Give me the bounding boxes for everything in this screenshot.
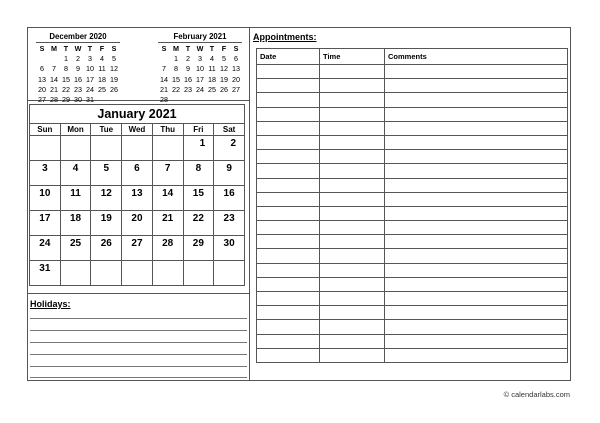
day-cell[interactable]: 13 [122,186,153,211]
table-row [257,334,568,348]
day-cell: 10 [86,64,94,74]
day-cell: 9 [186,64,190,74]
day-cell: 16 [74,74,82,84]
appointment-cell[interactable] [320,192,385,206]
day-cell[interactable]: 14 [152,186,183,211]
column-header: Date [257,49,320,65]
day-cell: 25 [208,84,216,94]
day-cell: 18 [98,74,106,84]
day-cell[interactable]: 9 [214,161,245,186]
weekday-header: Tue [91,124,122,136]
day-cell: 13 [232,64,240,74]
day-cell: 6 [234,54,238,64]
appointment-cell[interactable] [320,292,385,306]
day-cell: 1 [64,54,68,64]
day-cell: 28 [50,95,58,105]
appointment-cell[interactable] [257,320,320,334]
day-cell[interactable] [91,136,122,161]
table-row [257,221,568,235]
appointment-cell[interactable] [320,135,385,149]
appointment-cell[interactable] [385,192,568,206]
day-cell [48,54,60,64]
table-row [257,107,568,121]
main-calendar [29,104,245,286]
day-cell[interactable]: 3 [30,161,61,186]
day-cell: 2 [76,54,80,64]
day-cell[interactable]: 18 [60,211,91,236]
table-row [257,93,568,107]
appointment-cell[interactable] [320,178,385,192]
day-cell[interactable]: 28 [152,236,183,261]
weekday-header: S [161,44,167,54]
day-cell: 4 [210,54,214,64]
day-cell: 2 [186,54,190,64]
table-row [257,65,568,79]
appointment-cell[interactable] [257,150,320,164]
appointment-cell[interactable] [385,79,568,93]
appointment-cell[interactable] [320,65,385,79]
weekday-header: Mon [60,124,91,136]
appointment-cell[interactable] [320,263,385,277]
day-cell[interactable]: 12 [91,186,122,211]
appointment-cell[interactable] [257,107,320,121]
weekday-header: T [63,44,69,54]
day-cell [36,54,48,64]
mini-calendar-title: February 2021 [158,32,242,43]
day-cell: 25 [98,84,106,94]
day-cell: 12 [220,64,228,74]
day-cell: 16 [184,74,192,84]
day-cell: 4 [100,54,104,64]
weekday-header: M [51,44,57,54]
weekday-header: T [185,44,191,54]
appointments-title: Appointments: [253,32,317,42]
appointment-cell[interactable] [385,249,568,263]
day-cell: 20 [232,74,240,84]
day-cell[interactable] [152,261,183,286]
day-cell[interactable]: 7 [152,161,183,186]
weekday-header: Wed [122,124,153,136]
writing-line[interactable] [30,377,247,378]
appointment-cell[interactable] [320,334,385,348]
day-cell: 15 [172,74,180,84]
day-cell[interactable] [60,136,91,161]
day-cell[interactable]: 22 [183,211,214,236]
day-cell: 29 [62,95,70,105]
table-row [257,206,568,220]
appointment-cell[interactable] [385,121,568,135]
day-cell: 3 [198,54,202,64]
appointment-cell[interactable] [385,263,568,277]
day-cell: 5 [222,54,226,64]
day-cell: 22 [172,84,180,94]
day-cell: 15 [62,74,70,84]
table-row [257,121,568,135]
table-row [257,79,568,93]
appointment-cell[interactable] [257,93,320,107]
appointment-cell[interactable] [385,65,568,79]
day-cell: 27 [38,95,46,105]
day-cell: 24 [196,84,204,94]
weekday-header: Thu [152,124,183,136]
table-row [257,348,568,362]
writing-line[interactable] [30,366,247,367]
appointment-cell[interactable] [257,263,320,277]
day-cell: 30 [74,95,82,105]
appointment-cell[interactable] [320,277,385,291]
day-cell: 14 [50,74,58,84]
appointment-cell[interactable] [385,334,568,348]
appointment-cell[interactable] [257,221,320,235]
day-cell: 3 [88,54,92,64]
appointment-cell[interactable] [257,292,320,306]
day-cell: 27 [232,84,240,94]
appointment-cell[interactable] [385,235,568,249]
appointment-cell[interactable] [320,79,385,93]
appointment-cell[interactable] [320,107,385,121]
day-cell[interactable] [30,136,61,161]
day-cell[interactable]: 10 [30,186,61,211]
appointment-cell[interactable] [257,164,320,178]
day-cell[interactable] [60,261,91,286]
appointment-cell[interactable] [320,206,385,220]
weekday-header: S [39,44,45,54]
day-cell: 22 [62,84,70,94]
day-cell: 18 [208,74,216,84]
day-cell[interactable]: 27 [122,236,153,261]
mini-calendars [28,28,249,105]
holidays-title: Holidays: [30,299,71,309]
day-cell[interactable]: 19 [91,211,122,236]
left-panel [28,28,250,380]
appointment-cell[interactable] [385,164,568,178]
day-cell: 5 [112,54,116,64]
day-cell[interactable] [91,261,122,286]
day-cell[interactable]: 29 [183,236,214,261]
holidays-section [28,293,249,381]
day-cell[interactable]: 31 [30,261,61,286]
weekday-header: W [74,44,82,54]
appointment-cell[interactable] [257,206,320,220]
column-header: Comments [385,49,568,65]
day-cell: 24 [86,84,94,94]
appointment-cell[interactable] [385,348,568,362]
day-cell: 19 [110,74,118,84]
table-row [257,150,568,164]
day-cell: 23 [184,84,192,94]
day-cell[interactable] [152,136,183,161]
table-row [257,263,568,277]
day-cell: 14 [160,74,168,84]
appointment-cell[interactable] [385,135,568,149]
weekday-header: M [173,44,179,54]
day-cell: 11 [208,64,216,74]
appointment-cell[interactable] [320,221,385,235]
weekday-header: S [111,44,117,54]
appointment-cell[interactable] [385,221,568,235]
appointment-cell[interactable] [320,150,385,164]
appointment-cell[interactable] [257,348,320,362]
writing-line[interactable] [30,342,247,343]
appointment-cell[interactable] [320,306,385,320]
table-row [257,277,568,291]
day-cell[interactable] [183,261,214,286]
weekday-header: Sat [214,124,245,136]
day-cell: 17 [196,74,204,84]
appointment-cell[interactable] [385,277,568,291]
appointment-cell[interactable] [257,178,320,192]
credit-text[interactable]: © calendarlabs.com [503,390,570,399]
weekday-header: Sun [30,124,61,136]
appointment-cell[interactable] [257,277,320,291]
day-cell: 12 [110,64,118,74]
day-cell[interactable]: 4 [60,161,91,186]
day-cell: 21 [160,84,168,94]
writing-line[interactable] [30,354,247,355]
appointment-cell[interactable] [385,107,568,121]
table-row [257,249,568,263]
day-cell[interactable]: 25 [60,236,91,261]
appointment-cell[interactable] [320,93,385,107]
weekday-header: F [99,44,105,54]
month-grid [29,123,245,286]
mini-calendar-prev [36,32,120,105]
table-row [257,178,568,192]
day-cell[interactable]: 17 [30,211,61,236]
day-cell: 13 [38,74,46,84]
day-cell: 11 [98,64,106,74]
appointment-cell[interactable] [385,150,568,164]
table-row [257,164,568,178]
day-cell[interactable]: 1 [183,136,214,161]
appointment-cell[interactable] [320,235,385,249]
day-cell: 19 [220,74,228,84]
appointment-cell[interactable] [320,348,385,362]
day-cell[interactable]: 2 [214,136,245,161]
appointment-cell[interactable] [385,306,568,320]
mini-calendar-title: December 2020 [36,32,120,43]
day-cell[interactable]: 8 [183,161,214,186]
appointment-cell[interactable] [385,292,568,306]
day-cell[interactable]: 21 [152,211,183,236]
day-cell: 9 [76,64,80,74]
day-cell: 20 [38,84,46,94]
day-cell: 8 [64,64,68,74]
appointment-cell[interactable] [257,121,320,135]
weekday-header: S [233,44,239,54]
table-row [257,192,568,206]
day-cell[interactable]: 24 [30,236,61,261]
day-cell[interactable]: 20 [122,211,153,236]
day-cell[interactable]: 30 [214,236,245,261]
appointment-cell[interactable] [320,320,385,334]
weekday-header: W [196,44,204,54]
writing-line[interactable] [30,330,247,331]
day-cell: 1 [174,54,178,64]
day-cell [158,54,170,64]
day-cell[interactable] [214,261,245,286]
day-cell: 23 [74,84,82,94]
appointment-cell[interactable] [257,249,320,263]
day-cell: 26 [220,84,228,94]
appointment-cell[interactable] [257,135,320,149]
table-row [257,320,568,334]
day-cell[interactable] [122,136,153,161]
weekday-header: Fri [183,124,214,136]
calendar-sheet [27,27,571,381]
appointment-cell[interactable] [257,79,320,93]
appointment-cell[interactable] [385,320,568,334]
column-header: Time [320,49,385,65]
appointment-cell[interactable] [257,235,320,249]
appointment-cell[interactable] [257,192,320,206]
day-cell[interactable]: 23 [214,211,245,236]
weekday-header: F [221,44,227,54]
table-row [257,306,568,320]
appointments-table [256,48,568,363]
table-row [257,235,568,249]
day-cell: 21 [50,84,58,94]
writing-line[interactable] [30,318,247,319]
day-cell: 31 [86,95,94,105]
day-cell: 7 [162,64,166,74]
day-cell[interactable]: 6 [122,161,153,186]
day-cell: 26 [110,84,118,94]
day-cell[interactable] [122,261,153,286]
month-title: January 2021 [29,104,245,123]
appointment-cell[interactable] [385,93,568,107]
appointment-cell[interactable] [385,178,568,192]
appointment-cell[interactable] [320,164,385,178]
day-cell: 6 [40,64,44,74]
mini-calendar-grid [36,44,120,105]
appointments-section [250,28,570,380]
day-cell[interactable]: 11 [60,186,91,211]
day-cell[interactable]: 16 [214,186,245,211]
weekday-header: T [209,44,215,54]
mini-calendar-next [158,32,242,105]
day-cell[interactable]: 15 [183,186,214,211]
appointment-cell[interactable] [320,249,385,263]
appointment-cell[interactable] [257,306,320,320]
appointment-cell[interactable] [385,206,568,220]
mini-calendar-grid [158,44,242,105]
table-row [257,135,568,149]
day-cell: 7 [52,64,56,74]
day-cell: 8 [174,64,178,74]
weekday-header: T [87,44,93,54]
appointment-cell[interactable] [257,334,320,348]
day-cell: 10 [196,64,204,74]
appointment-cell[interactable] [320,121,385,135]
table-row [257,292,568,306]
day-cell[interactable]: 5 [91,161,122,186]
day-cell[interactable]: 26 [91,236,122,261]
appointment-cell[interactable] [257,65,320,79]
day-cell: 17 [86,74,94,84]
day-cell: 28 [160,95,168,105]
